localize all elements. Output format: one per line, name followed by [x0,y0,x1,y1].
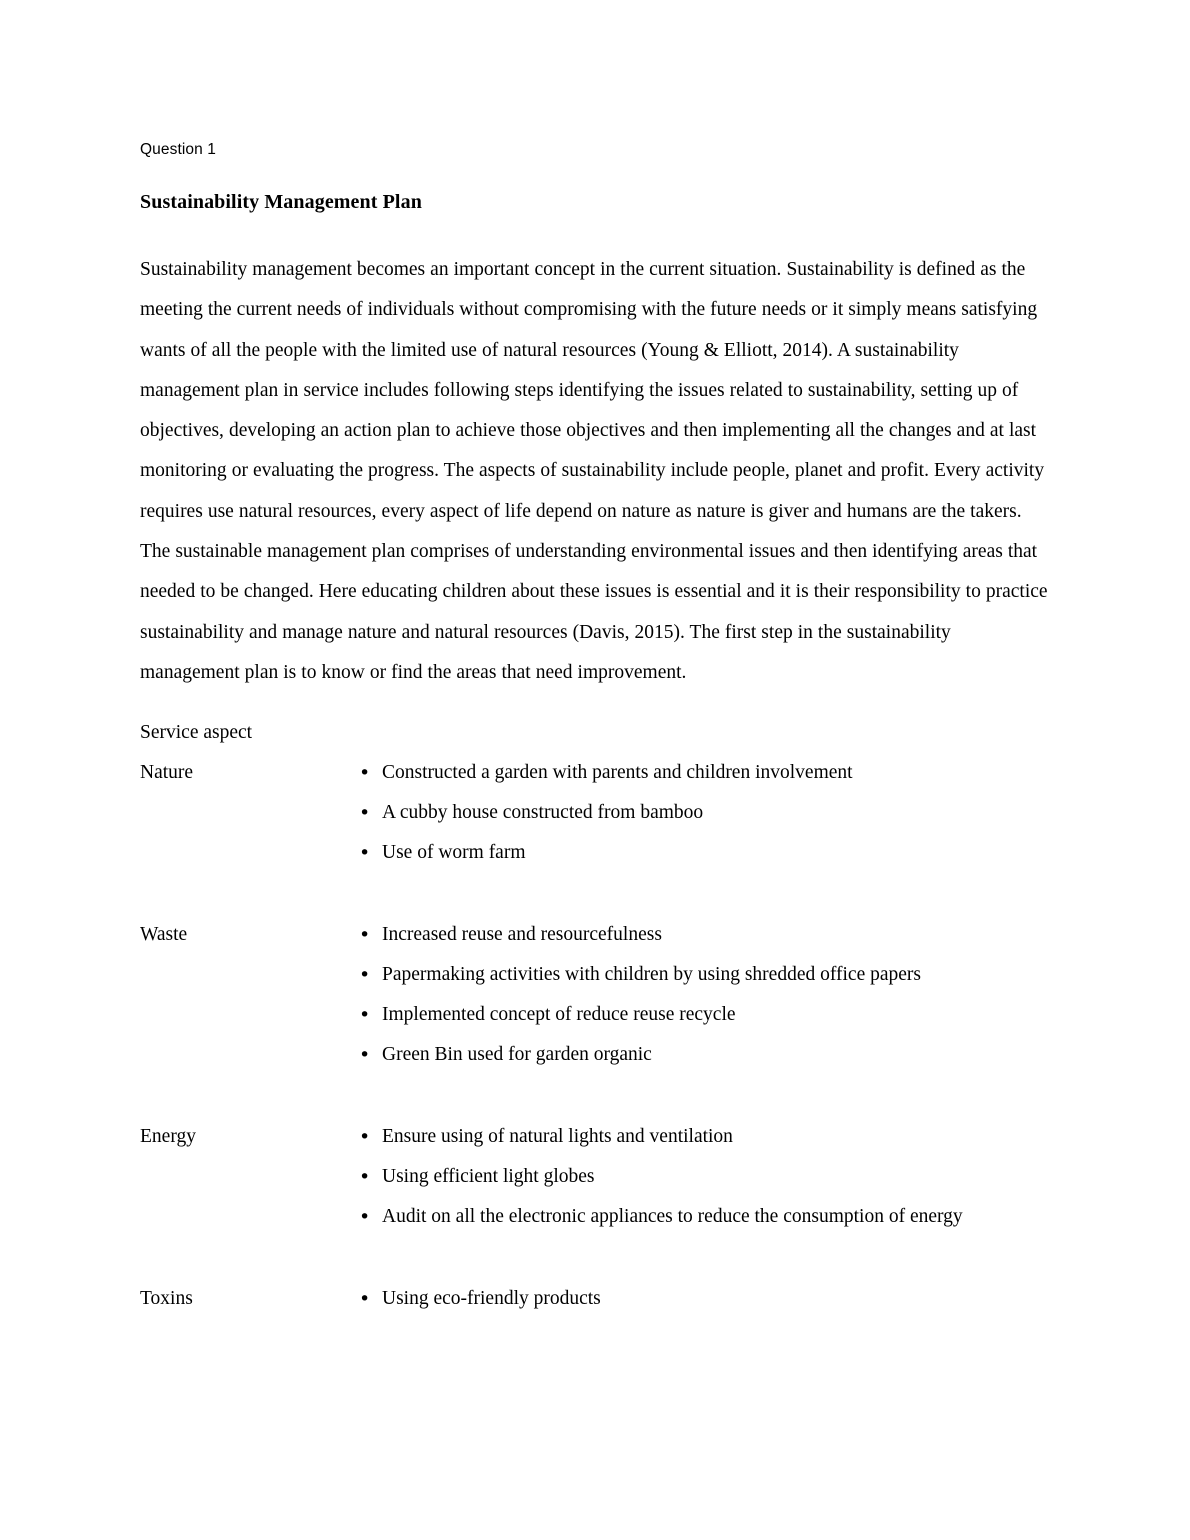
list-item [352,1117,1080,1157]
list-item [352,995,1080,1035]
list-item [352,915,1080,955]
bullet-icon: • [359,1288,371,1311]
spacer-cell [140,873,352,915]
bullet-list [352,1279,1080,1319]
bullet-icon: • [359,802,371,825]
list-item-label: Papermaking activities with children by using shredded office papers [382,964,921,986]
bullet-icon: • [359,1004,371,1027]
aspect-group-spacer [140,1075,1080,1117]
aspect-items-cell [352,915,1080,1075]
body-paragraph: Sustainability management becomes an important concept in the current situation. Sustainability is defined as the meeting the current needs of individuals without compromising with the future needs or it simply means satisfying wants of all the people with the limited use of natural resources (Young & Elliott, 2014). A sustainability management plan in service includes following steps identifying the issues related to sustainability, setting up of objectives, developing an action plan to achieve those objectives and then implementing all the changes and at last monitoring or evaluating the progress. The aspects of sustainability include people, planet and profit. Every activity requires use natural resources, every aspect of life depend on nature as nature is giver and humans are the takers. The sustainable management plan comprises of understanding environmental issues and then identifying areas that needed to be changed. Here educating children about these issues is essential and it is their responsibility to practice sustainability and manage nature and natural resources (Davis, 2015). The first step in the sustainability management plan is to know or find the areas that need improvement. [140,259,1048,683]
spacer-cell [352,1075,1080,1117]
bullet-icon: • [359,964,371,987]
service-aspect-table [140,753,1080,1319]
bullet-list [352,753,1080,873]
aspect-items-cell [352,1279,1080,1319]
bullet-icon: • [359,842,371,865]
list-item-label: Green Bin used for garden organic [382,1044,652,1066]
aspect-group-row [140,1117,1080,1237]
aspect-group-spacer [140,873,1080,915]
list-item-label: Ensure using of natural lights and ventilation [382,1126,733,1148]
list-item-label: Using efficient light globes [382,1166,595,1188]
aspect-group-spacer [140,1237,1080,1279]
bullet-icon: • [359,1126,371,1149]
list-item [352,1197,1080,1237]
document-content [140,140,1080,1319]
bullet-list [352,915,1080,1075]
aspect-label-toxins: Toxins [140,1288,193,1310]
service-aspect-label: Service aspect [140,722,253,744]
spacer-cell [352,873,1080,915]
list-item-label: A cubby house constructed from bamboo [382,802,704,824]
list-item-label: Audit on all the electronic appliances to reduce the consumption of energy [382,1206,963,1228]
question-label: Question 1 [140,141,216,158]
aspect-groups-container [140,753,1080,1319]
list-item-label: Constructed a garden with parents and children involvement [382,762,853,784]
bullet-icon: • [359,1166,371,1189]
spacer-cell [140,1237,352,1279]
list-item [352,955,1080,995]
aspect-label-energy: Energy [140,1126,196,1148]
list-item-label: Increased reuse and resourcefulness [382,924,662,946]
bullet-list [352,1117,1080,1237]
page-title: Sustainability Management Plan [140,191,422,213]
aspect-label-nature: Nature [140,762,194,784]
list-item [352,793,1080,833]
list-item-label: Implemented concept of reduce reuse recycle [382,1004,736,1026]
bullet-icon: • [359,924,371,947]
list-item [352,1279,1080,1319]
spacer-cell [140,1075,352,1117]
aspect-group-row [140,915,1080,1075]
aspect-group-row [140,1279,1080,1319]
list-item-label: Use of worm farm [382,842,526,864]
list-item [352,1157,1080,1197]
list-item-label: Using eco-friendly products [382,1288,601,1310]
aspect-label-waste: Waste [140,924,188,946]
aspect-items-cell [352,1117,1080,1237]
bullet-icon: • [359,762,371,785]
aspect-group-row [140,753,1080,873]
list-item [352,753,1080,793]
list-item [352,1035,1080,1075]
list-item [352,833,1080,873]
bullet-icon: • [359,1044,371,1067]
spacer-cell [352,1237,1080,1279]
aspect-items-cell [352,753,1080,873]
bullet-icon: • [359,1206,371,1229]
